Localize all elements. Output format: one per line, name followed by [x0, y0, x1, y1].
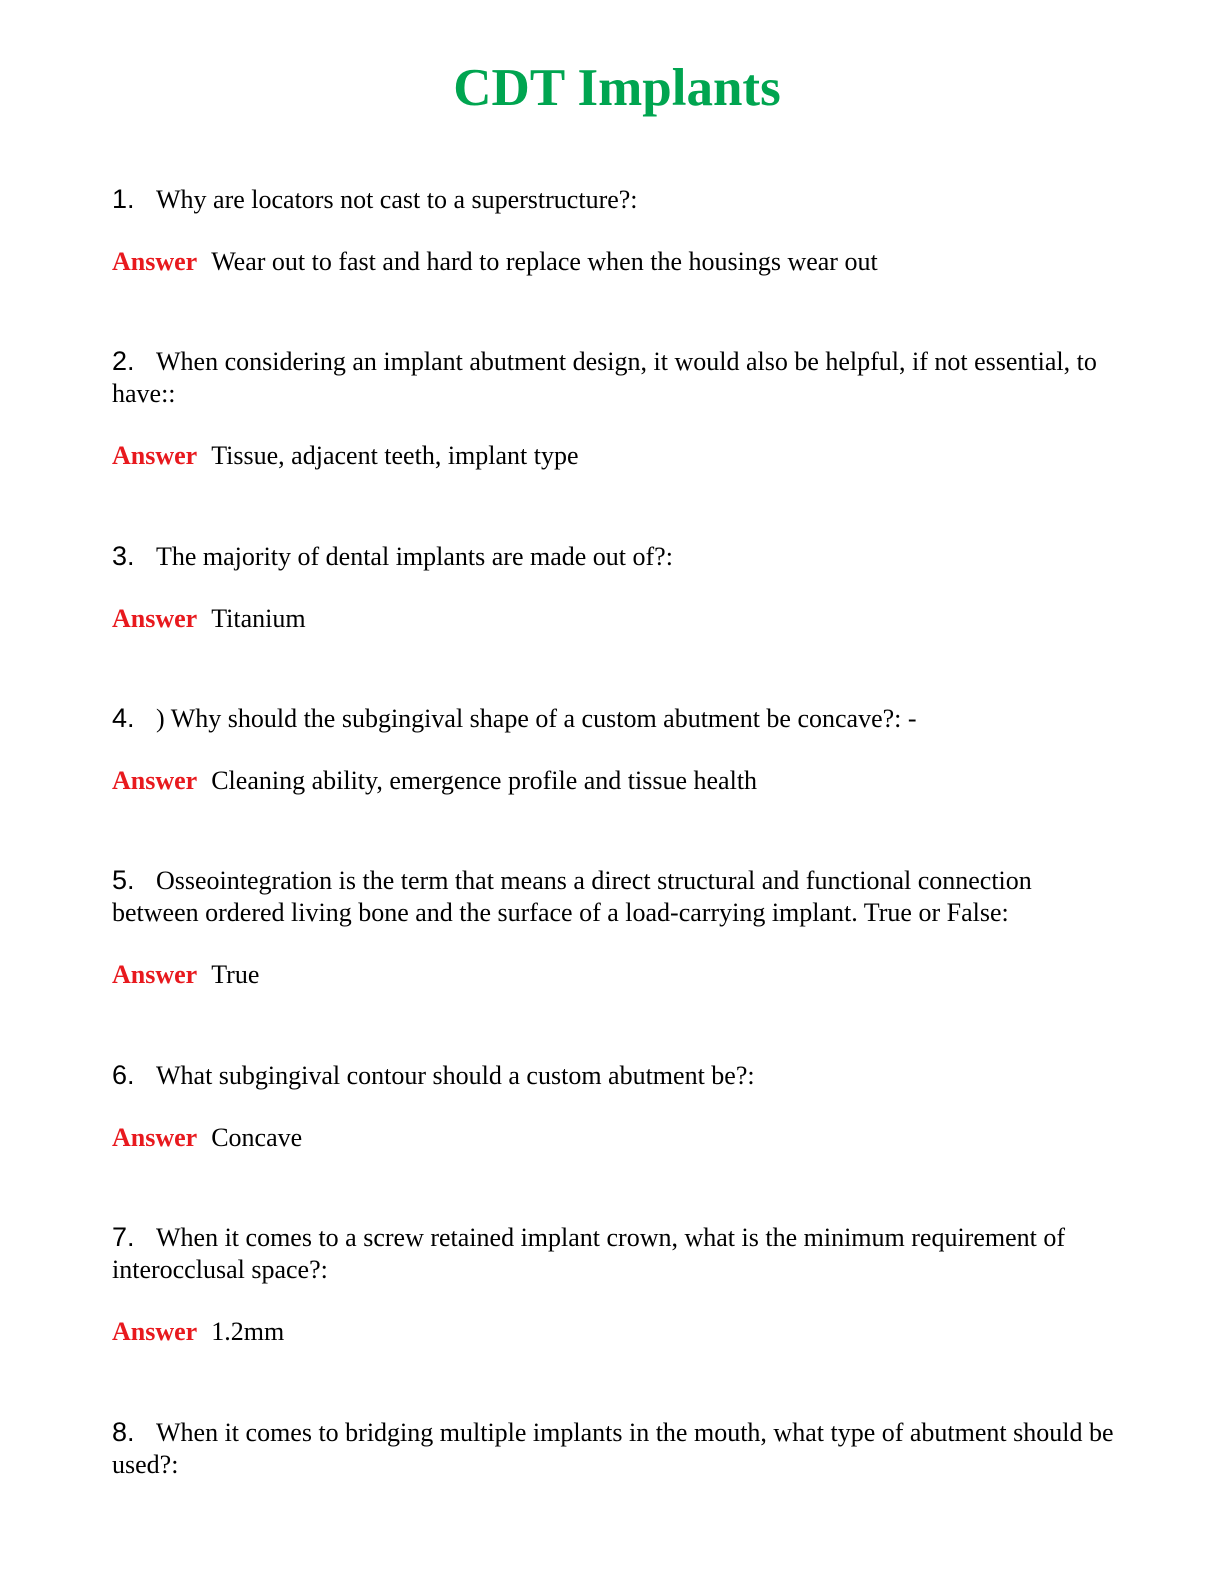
answer-text: True	[211, 960, 260, 989]
question-number: 6.	[112, 1060, 135, 1090]
answer-text: Tissue, adjacent teeth, implant type	[211, 441, 579, 470]
question-3	[112, 540, 1122, 573]
answer-label: Answer	[112, 960, 198, 989]
answer-7	[112, 1316, 1122, 1348]
question-text: Why are locators not cast to a superstructure?:	[156, 185, 638, 214]
answer-5	[112, 959, 1122, 991]
question-4	[112, 702, 1122, 735]
question-number: 8.	[112, 1417, 135, 1447]
question-2	[112, 345, 1122, 410]
document-title: CDT Implants	[453, 59, 781, 117]
answer-label: Answer	[112, 247, 198, 276]
answer-text: Wear out to fast and hard to replace when the housings wear out	[211, 247, 878, 276]
question-text: ) Why should the subgingival shape of a custom abutment be concave?: -	[156, 704, 917, 733]
answer-label: Answer	[112, 1123, 198, 1152]
answer-label: Answer	[112, 766, 198, 795]
question-6	[112, 1059, 1122, 1092]
answer-4	[112, 765, 1122, 797]
question-number: 1.	[112, 184, 135, 214]
answer-1	[112, 246, 1122, 278]
question-1	[112, 183, 1122, 216]
answer-text: 1.2mm	[211, 1317, 285, 1346]
question-text: When considering an implant abutment design, it would also be helpful, if not essential, to have::	[112, 347, 1097, 408]
answer-label: Answer	[112, 441, 198, 470]
question-text: When it comes to bridging multiple implants in the mouth, what type of abutment should be used?:	[112, 1418, 1114, 1479]
answer-3	[112, 603, 1122, 635]
question-text: When it comes to a screw retained implant crown, what is the minimum requirement of interocclusal space?:	[112, 1223, 1066, 1284]
answer-text: Cleaning ability, emergence profile and tissue health	[211, 766, 758, 795]
question-7	[112, 1221, 1122, 1286]
answer-2	[112, 440, 1122, 472]
answer-text: Titanium	[211, 604, 306, 633]
answer-6	[112, 1122, 1122, 1154]
question-number: 2.	[112, 346, 135, 376]
question-number: 7.	[112, 1222, 135, 1252]
question-number: 4.	[112, 703, 135, 733]
question-text: What subgingival contour should a custom abutment be?:	[156, 1061, 755, 1090]
answer-label: Answer	[112, 1317, 198, 1346]
question-number: 5.	[112, 865, 135, 895]
question-text: The majority of dental implants are made out of?:	[156, 542, 673, 571]
answer-text: Concave	[211, 1123, 303, 1152]
question-5	[112, 864, 1122, 929]
answer-label: Answer	[112, 604, 198, 633]
question-8	[112, 1416, 1122, 1481]
question-number: 3.	[112, 541, 135, 571]
question-text: Osseointegration is the term that means a direct structural and functional connection between ordered living bone and the surface of a load-carrying implant. True or False:	[112, 866, 1032, 927]
